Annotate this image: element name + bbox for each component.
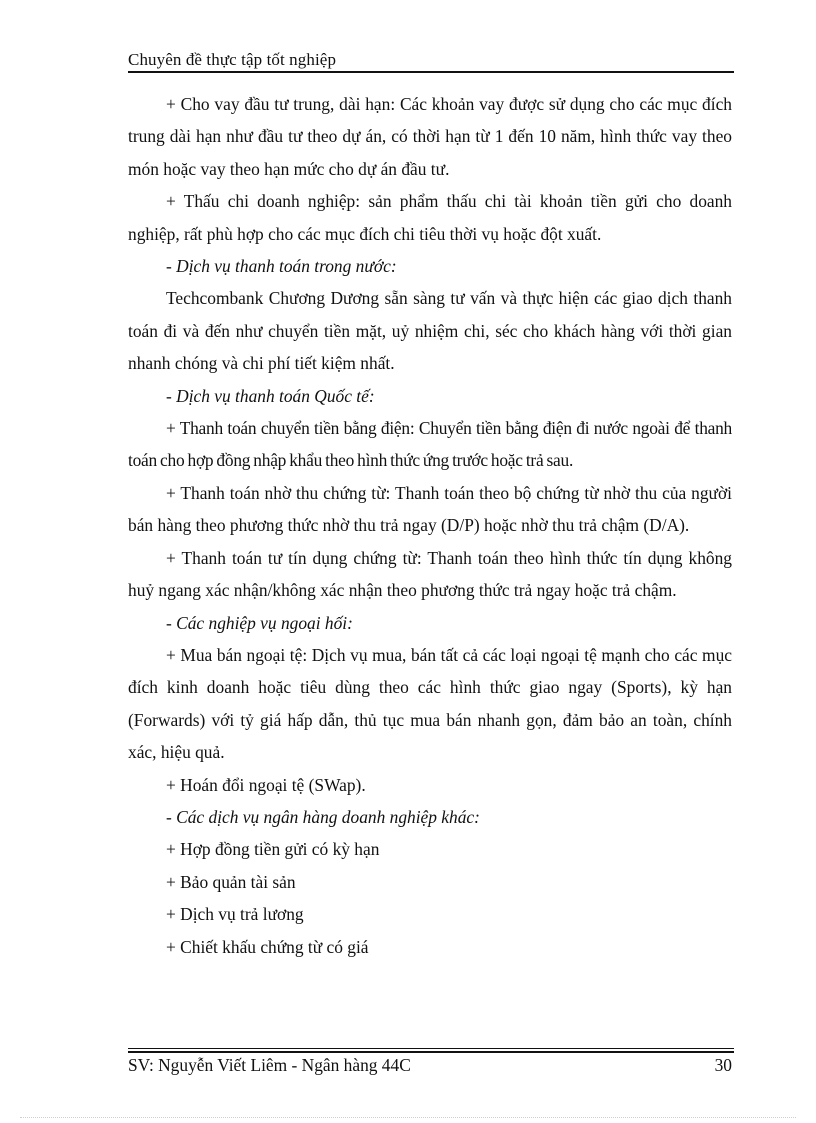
list-item: + Hợp đồng tiền gửi có kỳ hạn: [166, 839, 380, 860]
list-item: + Chiết khấu chứng từ có giá: [166, 936, 369, 957]
page-bottom-divider: [20, 1117, 796, 1118]
paragraph-domestic-payment: Techcombank Chương Dương sẵn sàng tư vấn và thực hiện các giao dịch thanh toán đi và đến như chuyển tiền mặt, uỷ nhiệm chi, séc cho khách hàng với thời gian nhanh chóng và chi phí tiết kiệm nhất.: [128, 288, 732, 374]
paragraph-letter-of-credit: + Thanh toán tư tín dụng chứng từ: Thanh toán theo hình thức tín dụng không huỷ ngang xác nhận/không xác nhận theo phương thức trả ngay hoặc trả chậm.: [128, 547, 732, 601]
paragraph-documentary-collection: + Thanh toán nhờ thu chứng từ: Thanh toán theo bộ chứng từ nhờ thu của người bán hàng theo phương thức nhờ thu trả ngay (D/P) hoặc nhờ thu trả chậm (D/A).: [128, 482, 732, 536]
paragraph-overdraft: + Thấu chi doanh nghiệp: sản phẩm thấu chi tài khoản tiền gửi cho doanh nghiệp, rất phù hợp cho các mục đích chi tiêu thời vụ hoặc đột xuất.: [128, 191, 732, 244]
page-body: [128, 88, 732, 963]
subheading-forex: - Các nghiệp vụ ngoại hối:: [166, 612, 353, 633]
footer-author: SV: Nguyễn Viết Liêm - Ngân hàng 44C: [128, 1055, 411, 1075]
page-number: 30: [714, 1055, 732, 1075]
list-item: + Bảo quản tài sản: [166, 871, 296, 892]
paragraph-currency-swap: + Hoán đổi ngoại tệ (SWap).: [166, 774, 366, 795]
header-rule: [128, 71, 734, 73]
subheading-other-services: - Các dịch vụ ngân hàng doanh nghiệp khác:: [166, 806, 480, 827]
running-header-title: Chuyên đề thực tập tốt nghiệp: [128, 50, 337, 69]
footer-rule-thin: [128, 1048, 734, 1049]
subheading-domestic-payment: - Dịch vụ thanh toán trong nước:: [166, 256, 397, 277]
paragraph-wire-transfer: + Thanh toán chuyển tiền bằng điện: Chuyển tiền bằng điện đi nước ngoài để thanh toán cho hợp đồng nhập khẩu theo hình thức ứng trước hoặc trả sau.: [128, 418, 732, 471]
paragraph-long-term-loans: + Cho vay đầu tư trung, dài hạn: Các khoản vay được sử dụng cho các mục đích trung dài hạn như đầu tư theo dự án, có thời hạn từ 1 đến 10 năm, hình thức vay theo món hoặc vay theo hạn mức cho dự án đầu tư.: [128, 94, 732, 179]
subheading-international-payment: - Dịch vụ thanh toán Quốc tế:: [166, 385, 375, 406]
paragraph-currency-trading: + Mua bán ngoại tệ: Dịch vụ mua, bán tất cả các loại ngoại tệ mạnh cho các mục đích kinh doanh hoặc tiêu dùng theo các hình thức giao ngay (Sports), kỳ hạn (Forwards) với tỷ giá hấp dẫn, thủ tục mua bán nhanh gọn, đảm bảo an toàn, chính xác, hiệu quả.: [128, 644, 732, 763]
footer-rule-thick: [128, 1051, 734, 1053]
list-item: + Dịch vụ trả lương: [166, 904, 304, 925]
